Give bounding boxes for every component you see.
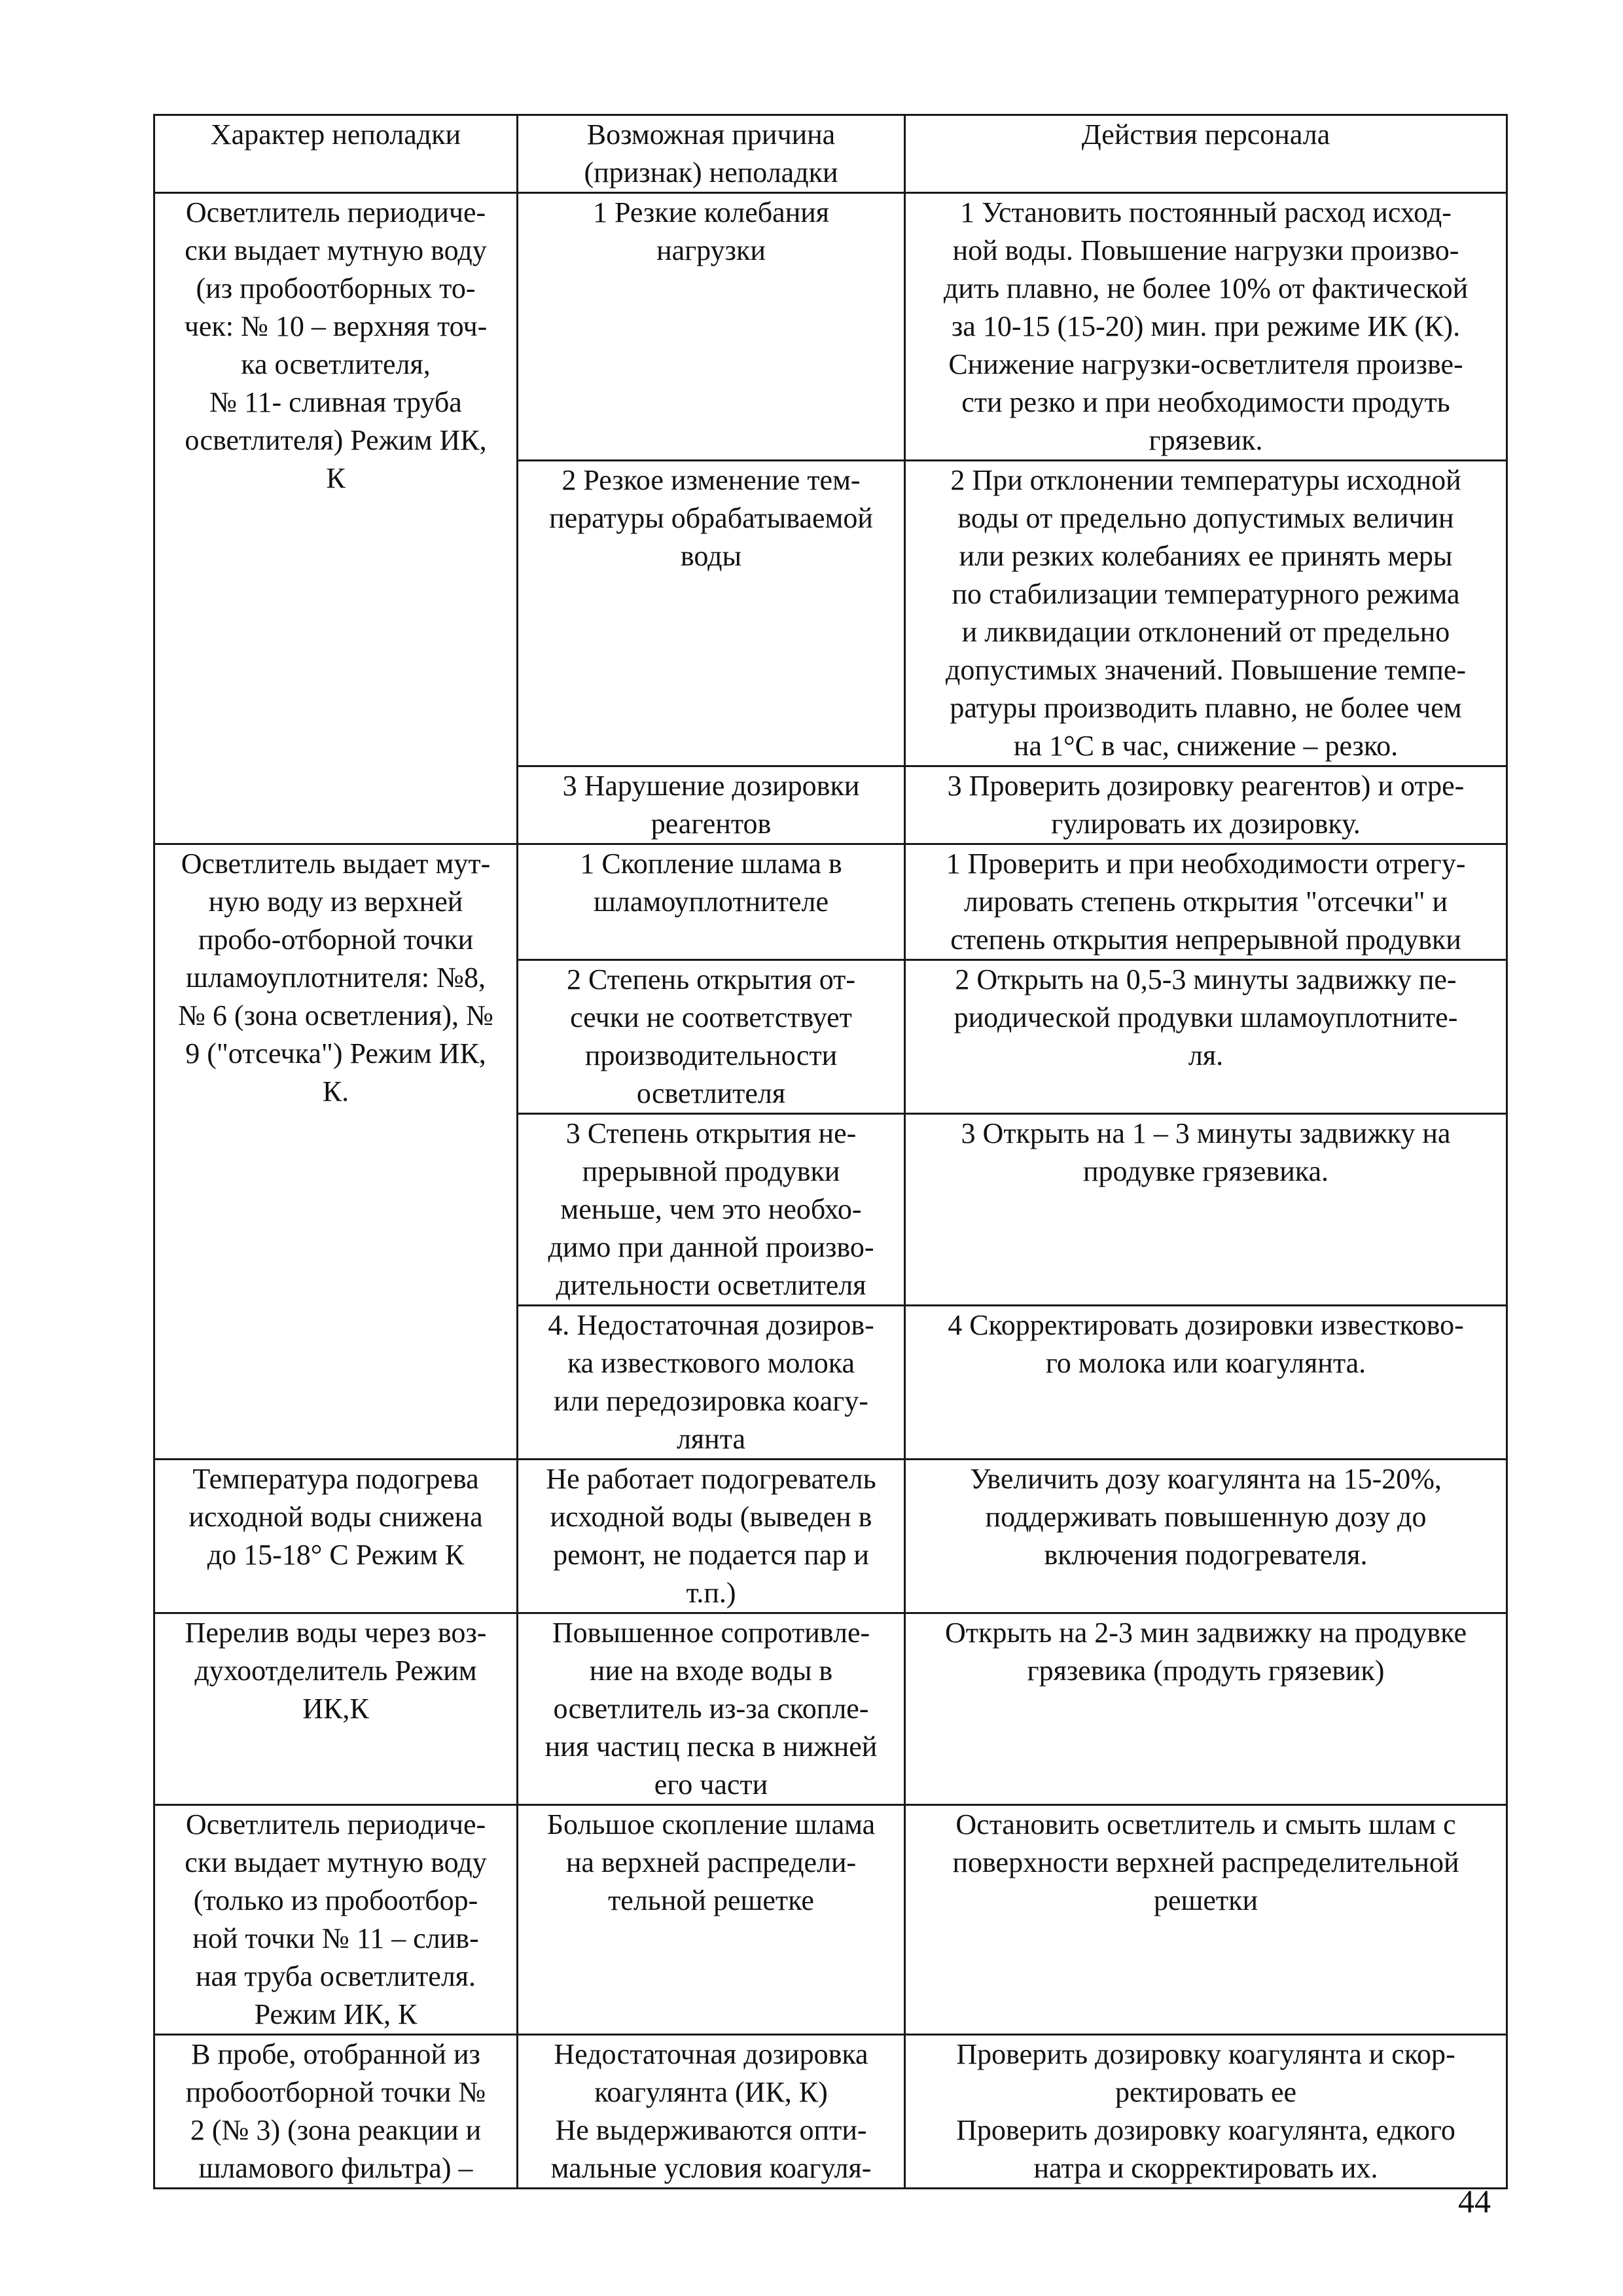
action-cell: 1 Проверить и при необходимости отрегу- лировать степень открытия "отсечки" и степень открытия непрерывной продувки [905, 844, 1507, 960]
problem-cell: Осветлитель периодиче- ски выдает мутную воду (только из пробоотбор- ной точки № 11 – слив- ная труба осветлителя. Режим ИК, К [154, 1805, 518, 2035]
action-cell: Проверить дозировку коагулянта и скор- ректировать ее Проверить дозировку коагулянта, едкого натра и скорректировать их. [905, 2035, 1507, 2189]
cause-cell: 3 Степень открытия не- прерывной продувки меньше, чем это необхо- димо при данной произво- дительности осветлителя [518, 1114, 905, 1306]
table-row [154, 1613, 1507, 1805]
page-number: 44 [1458, 2183, 1491, 2219]
cause-cell: 3 Нарушение дозировки реагентов [518, 766, 905, 844]
cause-cell: Повышенное сопротивле- ние на входе воды в осветлитель из-за скопле- ния частиц песка в нижней его части [518, 1613, 905, 1805]
header-cause: Возможная причина (признак) неполадки [518, 115, 905, 193]
action-cell: 3 Открыть на 1 – 3 минуты задвижку на продувке грязевика. [905, 1114, 1507, 1306]
cause-cell: Большое скопление шлама на верхней распредели- тельной решетке [518, 1805, 905, 2035]
action-cell: Увеличить дозу коагулянта на 15-20%, поддерживать повышенную дозу до включения подогревателя. [905, 1460, 1507, 1613]
problem-cell: Осветлитель периодиче- ски выдает мутную воду (из пробоотборных то- чек: № 10 – верхняя точ- ка осветлителя, № 11- сливная труба осветлителя) Режим ИК, К [154, 193, 518, 844]
header-action: Действия персонала [905, 115, 1507, 193]
cause-cell: 2 Степень открытия от- сечки не соответствует производительности осветлителя [518, 960, 905, 1114]
header-problem: Характер неполадки [154, 115, 518, 193]
table-row [154, 193, 1507, 461]
action-cell: 4 Скорректировать дозировки известково- го молока или коагулянта. [905, 1306, 1507, 1460]
table-row [154, 1460, 1507, 1613]
action-cell: 2 Открыть на 0,5-3 минуты задвижку пе- риодической продувки шламоуплотните- ля. [905, 960, 1507, 1114]
cause-cell: Не работает подогреватель исходной воды (выведен в ремонт, не подается пар и т.п.) [518, 1460, 905, 1613]
problem-cell: Осветлитель выдает мут- ную воду из верхней пробо-отборной точки шламоуплотнителя: №8, № 6 (зона осветления), № 9 ("отсечка") Режим ИК, К. [154, 844, 518, 1460]
table-row [154, 844, 1507, 960]
troubleshooting-table [153, 114, 1508, 2189]
problem-cell: Перелив воды через воз- духоотделитель Режим ИК,К [154, 1613, 518, 1805]
action-cell: 1 Установить постоянный расход исход- ной воды. Повышение нагрузки произво- дить плавно, не более 10% от фактической за 10-15 (15-20) мин. при режиме ИК (К). Снижение нагрузки-осветлителя произве- сти резко и при необходимости продуть грязевик. [905, 193, 1507, 461]
action-cell: 3 Проверить дозировку реагентов) и отре- гулировать их дозировку. [905, 766, 1507, 844]
cause-cell: Недостаточная дозировка коагулянта (ИК, К) Не выдерживаются опти- мальные условия коагуля- [518, 2035, 905, 2189]
cause-cell: 4. Недостаточная дозиров- ка известкового молока или передозировка коагу- лянта [518, 1306, 905, 1460]
table-header-row [154, 115, 1507, 193]
cause-cell: 2 Резкое изменение тем- пературы обрабатываемой воды [518, 461, 905, 766]
table-row [154, 2035, 1507, 2189]
action-cell: Открыть на 2-3 мин задвижку на продувке грязевика (продуть грязевик) [905, 1613, 1507, 1805]
problem-cell: В пробе, отобранной из пробоотборной точки № 2 (№ 3) (зона реакции и шламового фильтра) – [154, 2035, 518, 2189]
cause-cell: 1 Резкие колебания нагрузки [518, 193, 905, 461]
problem-cell: Температура подогрева исходной воды снижена до 15-18° С Режим К [154, 1460, 518, 1613]
table-row [154, 1805, 1507, 2035]
action-cell: 2 При отклонении температуры исходной воды от предельно допустимых величин или резких колебаниях ее принять меры по стабилизации температурного режима и ликвидации отклонений от предельно допустимых значений. Повышение темпе- ратуры производить плавно, не более чем на 1°С в час, снижение – резко. [905, 461, 1507, 766]
cause-cell: 1 Скопление шлама в шламоуплотнителе [518, 844, 905, 960]
action-cell: Остановить осветлитель и смыть шлам с поверхности верхней распределительной решетки [905, 1805, 1507, 2035]
